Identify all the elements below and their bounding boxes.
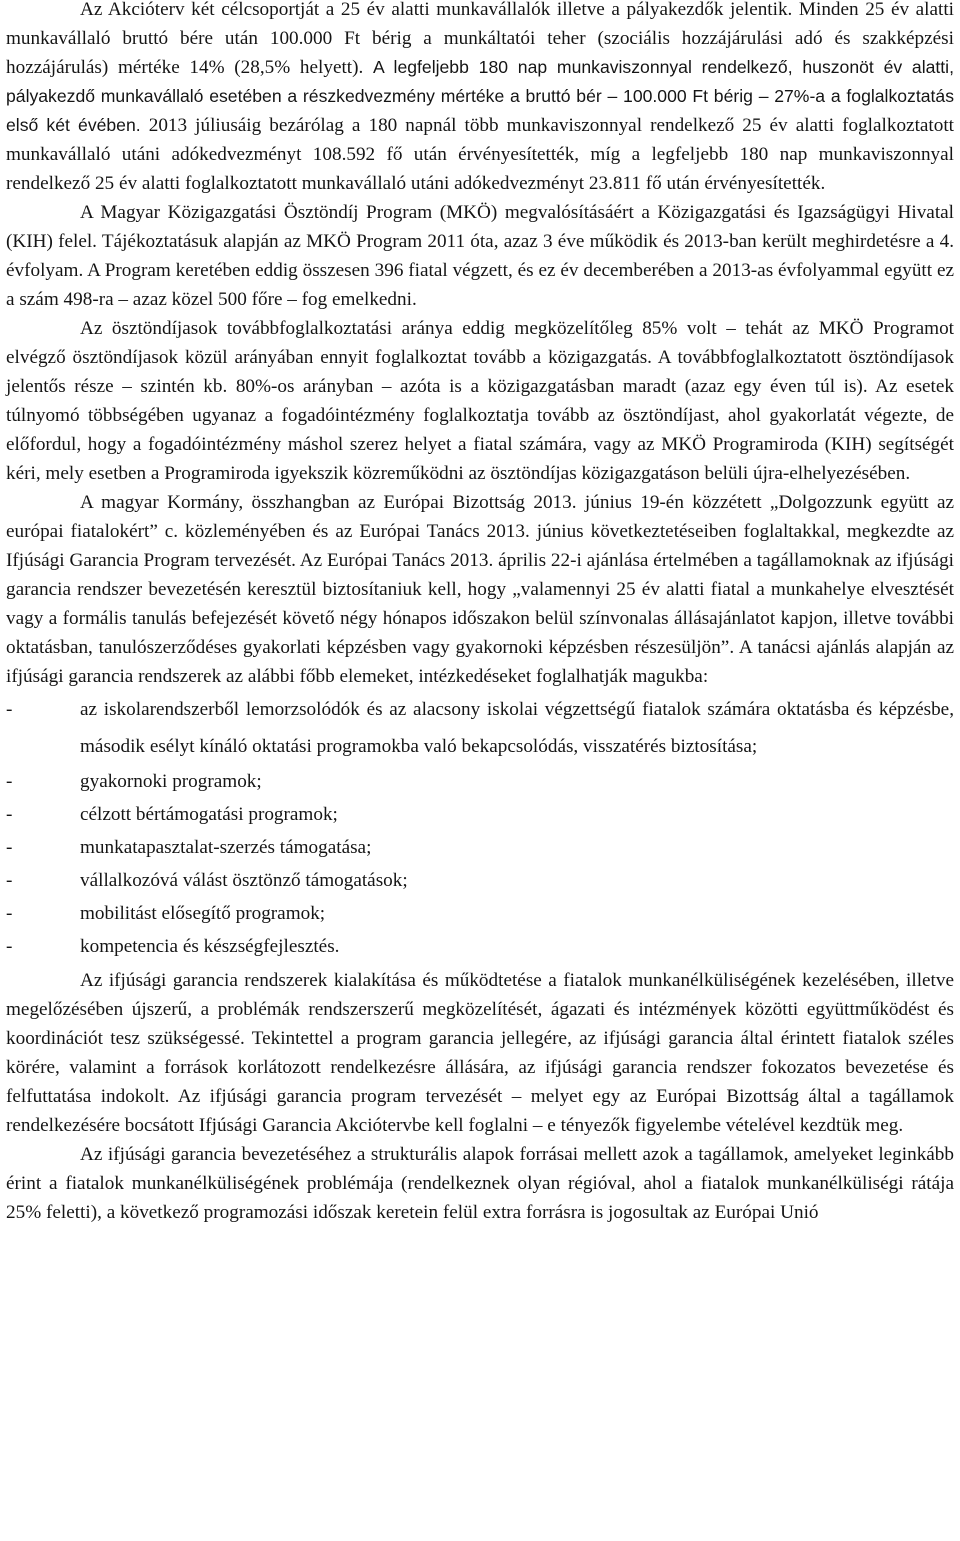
list-dash: - xyxy=(6,903,13,924)
list-item xyxy=(6,864,954,897)
action-plan-text: Az Akcióterv két célcsoportját a 25 év alatti munkavállalók illetve a pályakezdők jelentik. Minden 25 év alatti munkavállaló bruttó bére után 100.000 Ft bérig a munkáltatói teher (szociális hozzájárulási adó és szakképzési hozzájárulás) mértéke 14% (28,5% helyett). xyxy=(6,0,954,78)
list-item xyxy=(6,831,954,864)
document-body xyxy=(6,0,954,1227)
youth-guarantee-measures-list xyxy=(6,691,954,963)
paragraph-youth-guarantee-systems: Az ifjúsági garancia rendszerek kialakítása és működtetése a fiatalok munkanélküliségének kezelésében, illetve megelőzésében újszerű, a problémák rendszerszerű megközelítését, ágazati és intézmények közötti együttműködést és koordinációt tesz szükségessé. Tekintettel a program garancia jellegére, az ifjúsági garancia által érintett fiatalok széles körére, valamint a források korlátozott rendelkezésre állására, az ifjúsági garancia rendszer fokozatos bevezetése és felfuttatása indokolt. Az ifjúsági garancia program tervezését – melyet egy az Európai Bizottság által a tagállamok rendelkezésére bocsátott Ifjúsági Garancia Akciótervbe kell foglalni – e tényezők figyelembe vételével kezdtük meg. xyxy=(6,970,954,1136)
list-item-text: vállalkozóvá válást ösztönző támogatások; xyxy=(80,870,408,891)
list-dash: - xyxy=(6,771,13,792)
action-plan-discount-text: A legfeljebb 180 nap munkaviszonnyal rendelkező, huszonöt év alatti, pályakezdő munkavállaló esetében a részkedvezmény mértéke a bruttó bér – 100.000 Ft bérig – 27%-a a foglalkoztatás első két évében. xyxy=(6,57,954,135)
paragraph-mko-program: A Magyar Közigazgatási Ösztöndíj Program (MKÖ) megvalósításáért a Közigazgatási és Igazságügyi Hivatal (KIH) felel. Tájékoztatásuk alapján az MKÖ Program 2011 óta, azaz 3 éve működik és 2013-ban került meghirdetésre a 4. évfolyam. A Program keretében eddig összesen 396 fiatal végzett, és ez év decemberében a 2013-as évfolyammal együtt ez a szám 498-ra – azaz közel 500 főre – fog emelkedni. xyxy=(6,202,954,310)
list-dash: - xyxy=(6,936,13,957)
list-item xyxy=(6,897,954,930)
paragraph-scholarship-retention: Az ösztöndíjasok továbbfoglalkoztatási aránya eddig megközelítőleg 85% volt – tehát az MKÖ Programot elvégző ösztöndíjasok közül arányában ennyit foglalkoztat tovább a közigazgatás. A továbbfoglalkoztatott ösztöndíjasok jelentős része – szintén kb. 80%-os arányban – azóta is a közigazgatásban maradt (azaz egy éven túl is). Az esetek túlnyomó többségében ugyanaz a fogadóintézmény foglalkoztatja tovább az ösztöndíjast, ahol gyakorlatát végezte, de előfordul, hogy a fogadóintézmény máshol szerez helyet a fiatal számára, vagy az MKÖ Programiroda (KIH) segítségét kéri, mely esetben a Programiroda igyekszik közreműködni az ösztöndíjas közigazgatáson belüli újra-elhelyezésében. xyxy=(6,318,954,484)
list-item-text: kompetencia és készségfejlesztés. xyxy=(80,936,340,957)
paragraph-action-plan xyxy=(6,0,954,198)
list-item xyxy=(6,930,954,963)
list-dash: - xyxy=(6,837,13,858)
list-item-text: munkatapasztalat-szerzés támogatása; xyxy=(80,837,372,858)
list-dash: - xyxy=(6,804,13,825)
list-item-text: célzott bértámogatási programok; xyxy=(80,804,338,825)
list-dash: - xyxy=(6,699,13,720)
paragraph-structural-funds: Az ifjúsági garancia bevezetéséhez a strukturális alapok forrásai mellett azok a tagállamok, amelyeket leginkább érint a fiatalok munkanélküliségének problémája (rendelkeznek olyan régióval, ahol a fiatalok munkanélküliségi rátája 25% feletti), a következő programozási időszak keretein felül extra forrásra is jogosultak az Európai Unió xyxy=(6,1144,954,1223)
list-item xyxy=(6,798,954,831)
list-item xyxy=(6,691,954,765)
list-item xyxy=(6,765,954,798)
list-item-text: az iskolarendszerből lemorzsolódók és az alacsony iskolai végzettségű fiatalok számára oktatásba és képzésbe, második esélyt kínáló oktatási programokba való bekapcsolódás, visszatérés biztosítása; xyxy=(80,699,954,757)
list-item-text: mobilitást elősegítő programok; xyxy=(80,903,326,924)
action-plan-statistics-text: 2013 júliusáig bezárólag a 180 napnál több munkaviszonnyal rendelkező 25 év alatti foglalkoztatott munkavállaló utáni adókedvezményt 108.592 fő után érvényesítették, míg a legfeljebb 180 nap munkaviszonnyal rendelkező 25 év alatti foglalkoztatott munkavállaló utáni adókedvezményt 23.811 fő után érvényesítették. xyxy=(6,115,955,194)
list-dash: - xyxy=(6,870,13,891)
list-item-text: gyakornoki programok; xyxy=(80,771,262,792)
paragraph-youth-guarantee: A magyar Kormány, összhangban az Európai Bizottság 2013. június 19-én közzétett „Dolgozzunk együtt az európai fiatalokért” c. közleményében és az Európai Tanács 2013. június következtetéseiben foglaltakkal, megkezdte az Ifjúsági Garancia Program tervezését. Az Európai Tanács 2013. április 22-i ajánlása értelmében a tagállamoknak az ifjúsági garancia rendszer bevezetésén keresztül biztosítaniuk kell, hogy „valamennyi 25 év alatti fiatal a munkahelye elvesztését vagy a formális tanulás befejezését követő négy hónapos időszakon belül színvonalas állásajánlatot kapjon, illetve további oktatásban, tanulószerződéses gyakorlati képzésben vagy gyakornoki képzésben részesüljön”. A tanácsi ajánlás alapján az ifjúsági garancia rendszerek az alábbi főbb elemeket, intézkedéseket foglalhatják magukba: xyxy=(6,492,954,687)
